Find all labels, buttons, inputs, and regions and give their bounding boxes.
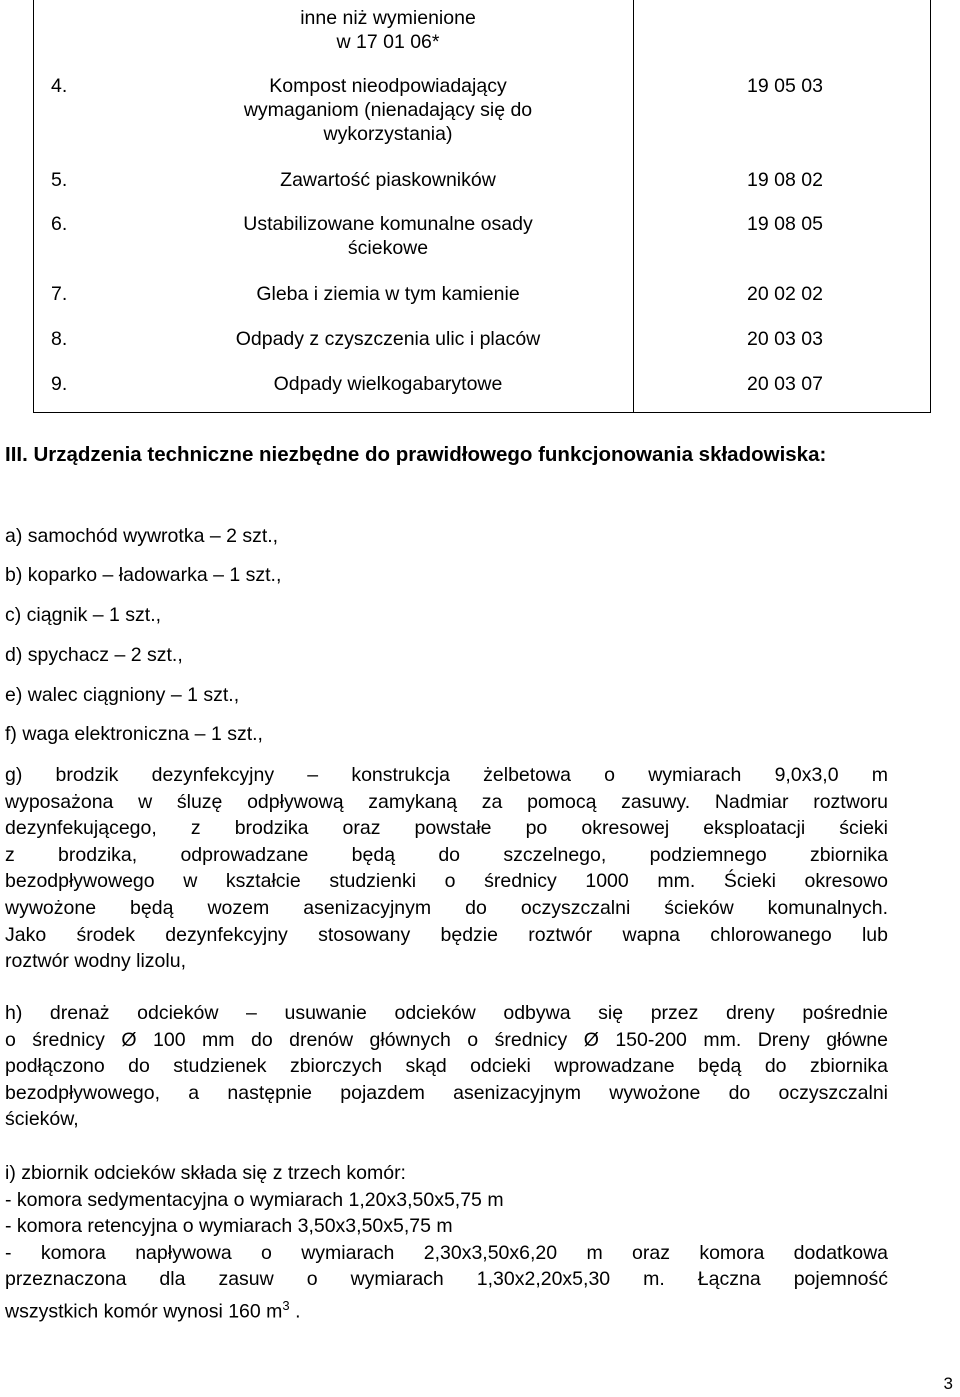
paragraph-line: dezynfekującego, z brodzika oraz powstałe po okresowej eksploatacji ścieki [5,817,888,840]
description-line: Gleba i ziemia w tym kamienie [256,283,520,305]
description-line: inne niż wymienione [300,7,476,29]
paragraph-line: Jako środek dezynfekcyjny stosowany będzie roztwór wapna chlorowanego lub [5,923,888,946]
waste-code: 19 08 05 [747,213,823,235]
description-line: Zawartość piaskowników [280,169,496,191]
paragraph-line: podłączono do studzienek zbiorczych skąd odcieki wprowadzane będą do zbiornika [5,1055,888,1078]
waste-code: 20 03 03 [747,328,823,350]
section-heading: III. Urządzenia techniczne niezbędne do prawidłowego funkcjonowania składowiska: [5,443,827,466]
description-line: ściekowe [347,237,429,259]
paragraph-line: g) brodzik dezynfekcyjny – konstrukcja żelbetowa o wymiarach 9,0x3,0 m [5,764,888,786]
waste-code: 19 08 02 [747,169,823,191]
description-line: Odpady wielkogabarytowe [273,373,503,395]
paragraph-line: i) zbiornik odcieków składa się z trzech komór: [5,1162,406,1184]
paragraph-leachate-tank [5,1160,888,1325]
equipment-item: b) koparko – ładowarka – 1 szt., [5,564,282,586]
paragraph-line: wyposażona w śluzę odpływową zamykaną za pomocą zasuwy. Nadmiar roztworu [5,790,888,813]
waste-code: 19 05 03 [747,75,823,97]
equipment-item: d) spychacz – 2 szt., [5,644,183,666]
row-description [193,212,583,260]
table-rows [33,0,931,412]
paragraph-line: bezodpływowego w kształcie studzienki o średnicy 1000 mm. Ścieki okresowo [5,870,888,893]
row-number: 8. [51,328,68,350]
paragraph-line: roztwór wodny lizolu, [5,950,186,973]
row-description [193,327,583,351]
equipment-item: c) ciągnik – 1 szt., [5,604,162,626]
row-number: 4. [51,75,68,97]
paragraph-line: - komora napływowa o wymiarach 2,30x3,50x6,20 m oraz komora dodatkowa [5,1241,888,1264]
volume-text: wszystkich komór wynosi 160 m [5,1300,283,1323]
paragraph-line: - komora retencyjna o wymiarach 3,50x3,50x5,75 m [5,1215,453,1238]
waste-code: 20 02 02 [747,283,823,305]
row-description [193,74,583,146]
row-number: 6. [51,213,68,235]
paragraph-disinfection-tray [5,762,888,975]
paragraph-line: bezodpływowego, a następnie pojazdem asenizacyjnym wywożone do oczyszczalni [5,1081,888,1104]
equipment-item: f) waga elektroniczna – 1 szt., [5,723,263,745]
paragraph-line: przeznaczona dla zasuw o wymiarach 1,30x2,20x5,30 m. Łączna pojemność [5,1268,888,1291]
description-line: w 17 01 06* [336,31,440,53]
row-number: 9. [51,373,68,395]
paragraph-line: z brodzika, odprowadzane będą do szczelnego, podziemnego zbiornika [5,843,888,866]
waste-code: 20 03 07 [747,373,823,395]
row-description [193,6,583,54]
paragraph-line: - komora sedymentacyjna o wymiarach 1,20x3,50x5,75 m [5,1188,504,1211]
equipment-item: e) walec ciągniony – 1 szt., [5,684,240,706]
row-description [193,282,583,306]
paragraph-line: h) drenaż odcieków – usuwanie odcieków odbywa się przez dreny pośrednie [5,1002,888,1024]
row-description [193,168,583,192]
paragraph-line: wywożone będą wozem asenizacyjnym do oczyszczalni ścieków komunalnych. [5,896,888,919]
paragraph-leachate-drainage [5,1000,888,1133]
page-number: 3 [943,1374,953,1393]
description-line: Odpady z czyszczenia ulic i placów [235,328,541,350]
description-line: wykorzystania) [323,123,453,145]
equipment-item: a) samochód wywrotka – 2 szt., [5,525,279,547]
paragraph-line: ścieków, [5,1108,79,1131]
description-line: wymaganiom (nienadający się do [243,99,533,121]
row-number: 7. [51,283,68,305]
sentence-end: . [289,1300,301,1323]
row-number: 5. [51,169,68,191]
paragraph-line [5,1293,888,1325]
description-line: Ustabilizowane komunalne osady [243,213,533,235]
paragraph-line: o średnicy Ø 100 mm do drenów głównych o średnicy Ø 150-200 mm. Dreny główne [5,1028,888,1051]
cubic-superscript: 3 [282,1297,290,1313]
row-description [193,372,583,396]
description-line: Kompost nieodpowiadający [269,75,507,97]
